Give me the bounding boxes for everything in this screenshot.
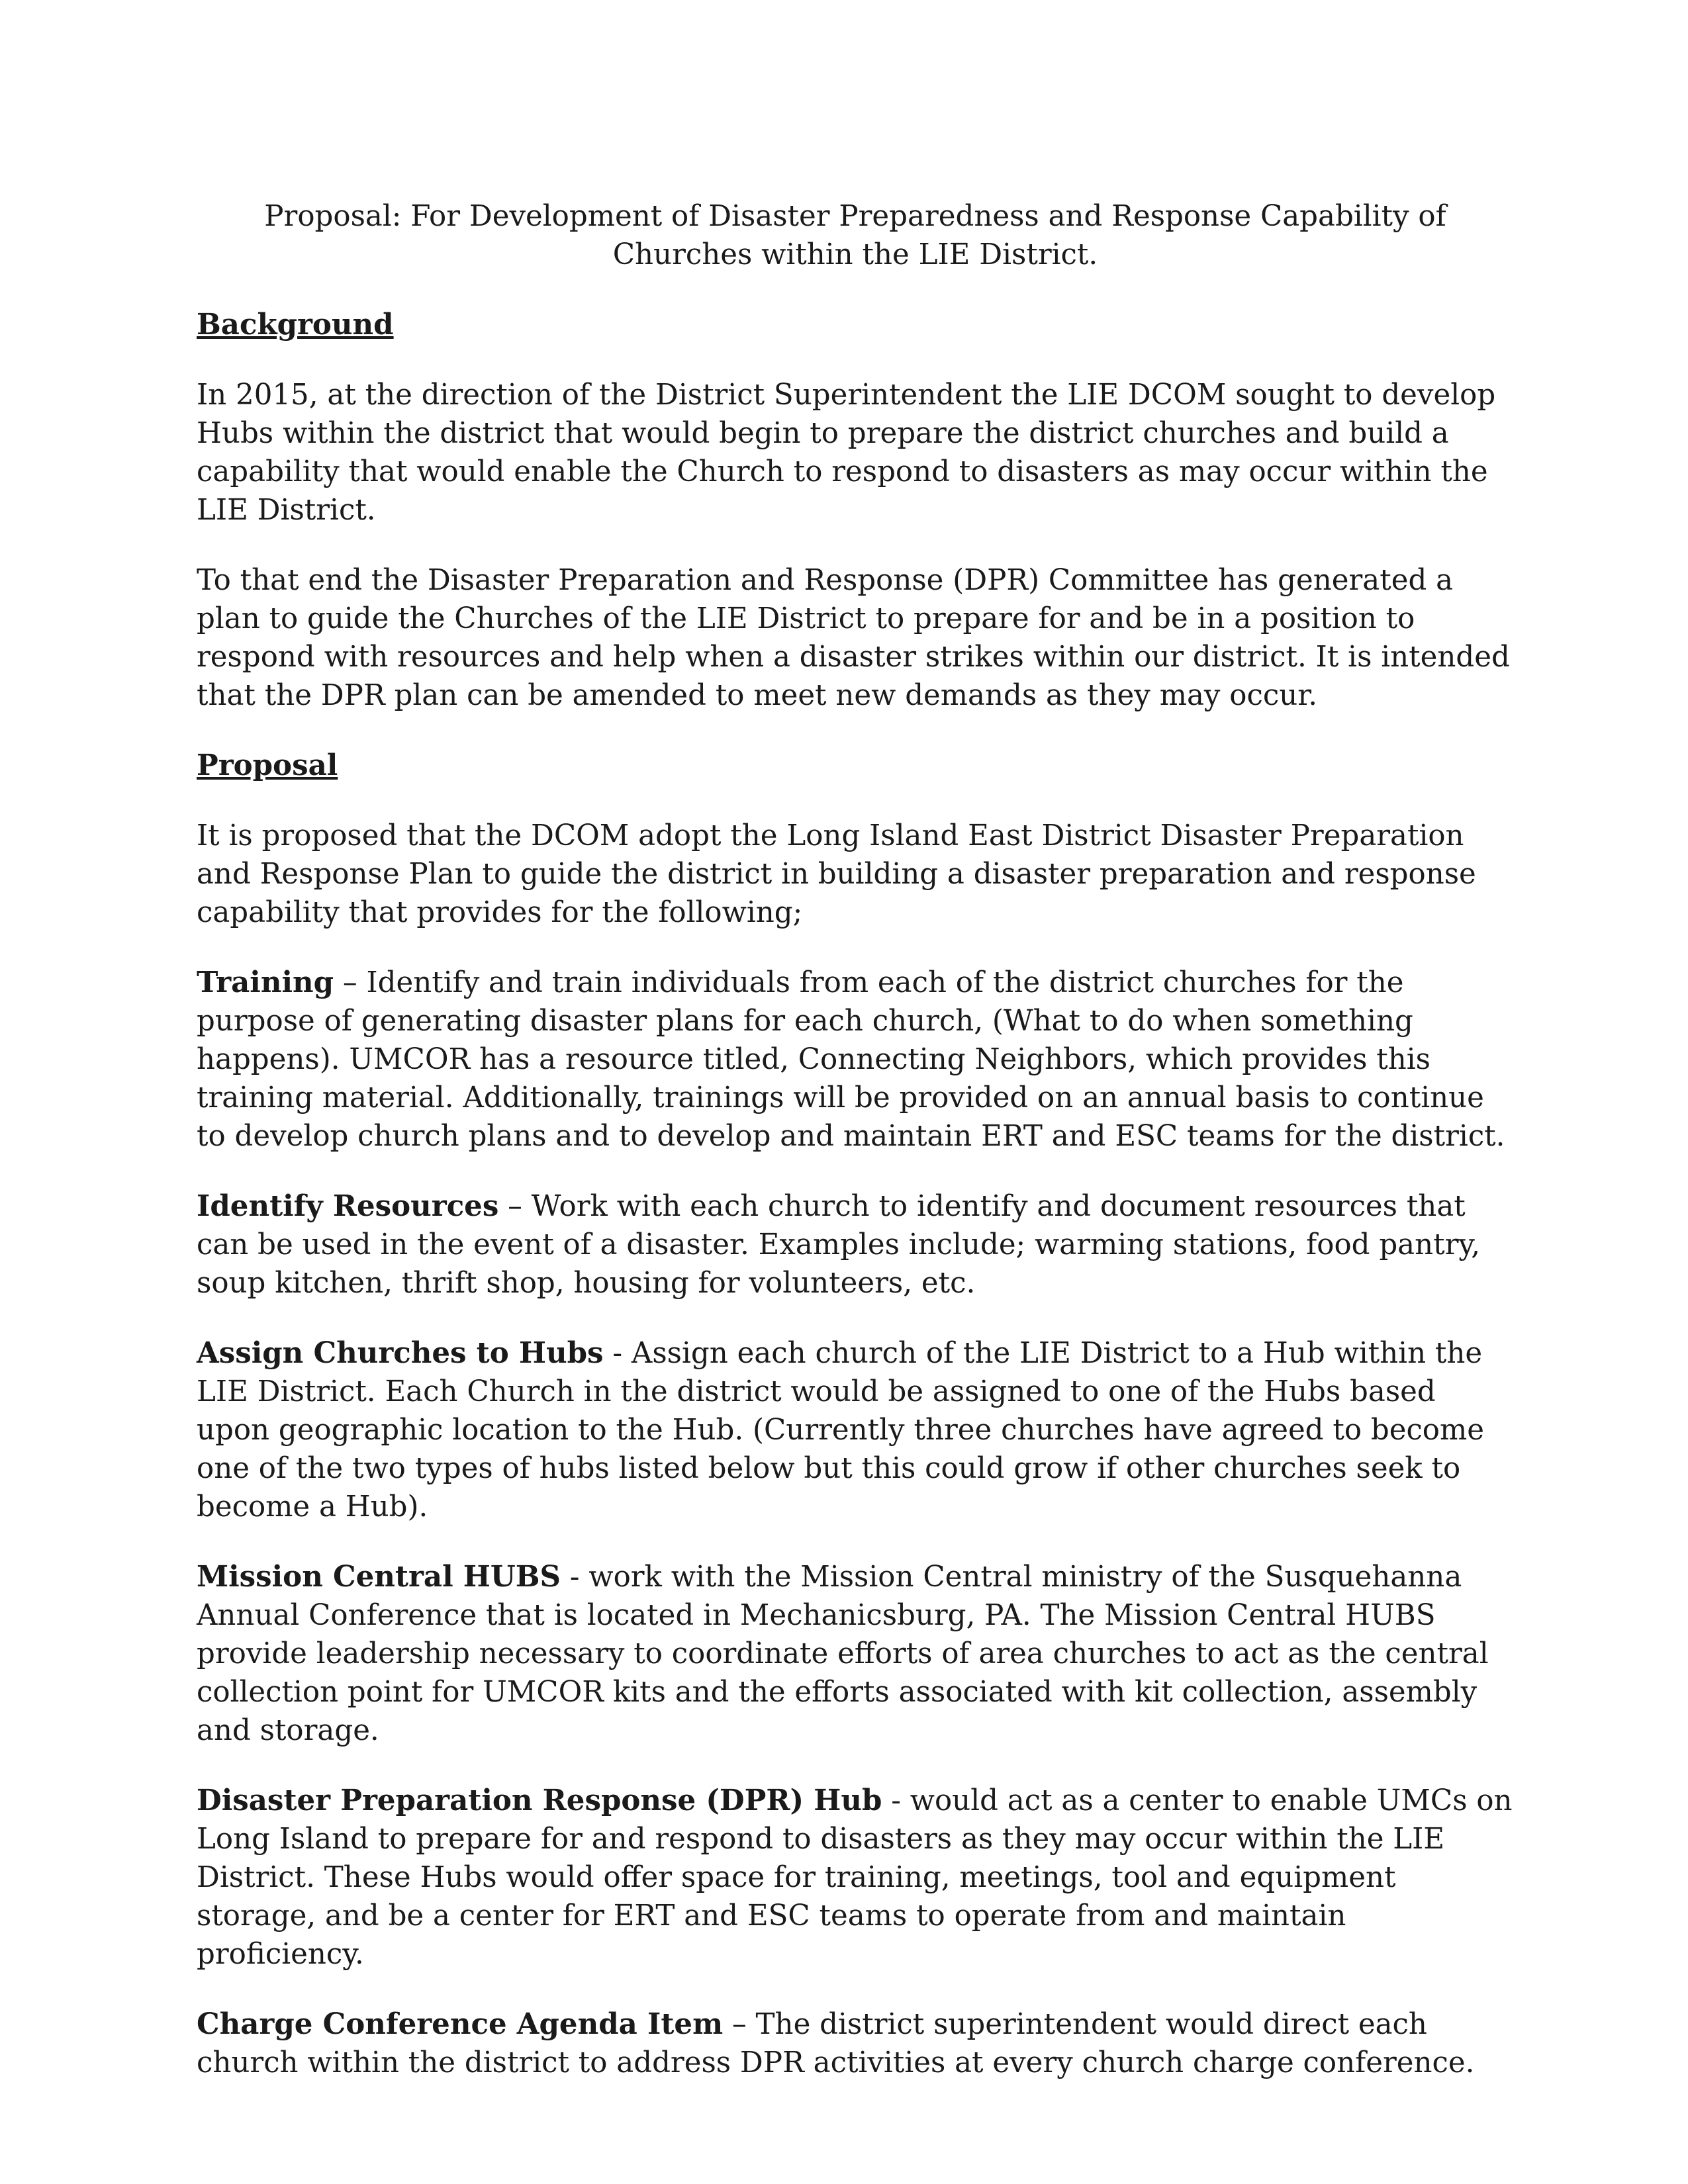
- proposal-item-text: work with the Mission Central ministry of the Susquehanna Annual Conference that is located in Mechanicsburg, PA. The Mission Central HUBS provide leadership necessary to coordinate efforts of area churches to act as the central collection point for UMCOR kits and the efforts associated with kit collection, assembly and storage.: [197, 1561, 1489, 1747]
- proposal-item-text: Identify and train individuals from each of the district churches for the purpose of generating disaster plans for each church, (What to do when something happens). UMCOR has a resource titled, Connecting Neighbors, which provides this training material. Additionally, trainings will be provided on an annual basis to continue to develop church plans and to develop and maintain ERT and ESC teams for the district.: [197, 966, 1505, 1153]
- proposal-intro: It is proposed that the DCOM adopt the Long Island East District Disaster Preparation and Response Plan to guide the district in building a disaster preparation and response capability that provides for the following;: [197, 819, 1476, 929]
- proposal-item-term: Disaster Preparation Response (DPR) Hub: [197, 1784, 882, 1817]
- background-paragraph-1: In 2015, at the direction of the District Superintendent the LIE DCOM sought to develop Hubs within the district that would begin to prepare the district churches and build a capability that would enable the Church to respond to disasters as may occur within the LIE District.: [197, 379, 1496, 527]
- proposal-item-text: The district superintendent would direct each church within the district to address DPR activities at every church charge conference.: [197, 2008, 1475, 2079]
- proposal-item-separator: –: [723, 2008, 756, 2041]
- proposal-item-separator: -: [603, 1337, 632, 1370]
- proposal-item-text: Work with each church to identify and document resources that can be used in the event of a disaster. Examples include; warming stations, food pantry, soup kitchen, thrift shop, housing for volunteers, etc.: [197, 1190, 1481, 1300]
- proposal-item-term: Training: [197, 966, 334, 999]
- proposal-item-identify-resources: [197, 1187, 1514, 1302]
- proposal-item-text: Assign each church of the LIE District to a Hub within the LIE District. Each Church in the district would be assigned to one of the Hubs based upon geographic location to the Hub. (Currently three churches have agreed to become one of the two types of hubs listed below but this could grow if other churches seek to become a Hub).: [197, 1337, 1484, 1524]
- proposal-item-separator: –: [334, 966, 367, 999]
- proposal-item-term: Charge Conference Agenda Item: [197, 2007, 724, 2041]
- proposal-item-mission-central: [197, 1558, 1514, 1750]
- proposal-item-term: Mission Central HUBS: [197, 1560, 561, 1594]
- proposal-item-text: would act as a center to enable UMCs on Long Island to prepare for and respond to disasters as they may occur within the LIE District. These Hubs would offer space for training, meetings, tool and equipment storage, and be a center for ERT and ESC teams to operate from and maintain proficiency.: [197, 1784, 1513, 1971]
- proposal-item-term: Identify Resources: [197, 1189, 499, 1223]
- proposal-heading: Proposal: [197, 749, 338, 782]
- background-heading: Background: [197, 308, 394, 341]
- proposal-item-separator: -: [560, 1561, 589, 1594]
- proposal-item-dpr-hub: [197, 1782, 1514, 1974]
- proposal-item-term: Assign Churches to Hubs: [197, 1336, 604, 1370]
- proposal-item-charge-conference: [197, 2005, 1514, 2082]
- document-page: [197, 197, 1514, 2114]
- proposal-item-separator: -: [882, 1784, 910, 1817]
- document-title: Proposal: For Development of Disaster Preparedness and Response Capability of Churches within the LIE District.: [264, 200, 1446, 271]
- proposal-item-training: [197, 964, 1514, 1156]
- proposal-item-assign-churches: [197, 1334, 1514, 1526]
- background-paragraph-2: To that end the Disaster Preparation and Response (DPR) Committee has generated a plan to guide the Churches of the LIE District to prepare for and be in a position to respond with resources and help when a disaster strikes within our district. It is intended that the DPR plan can be amended to meet new demands as they may occur.: [197, 564, 1510, 712]
- proposal-item-separator: –: [498, 1190, 532, 1223]
